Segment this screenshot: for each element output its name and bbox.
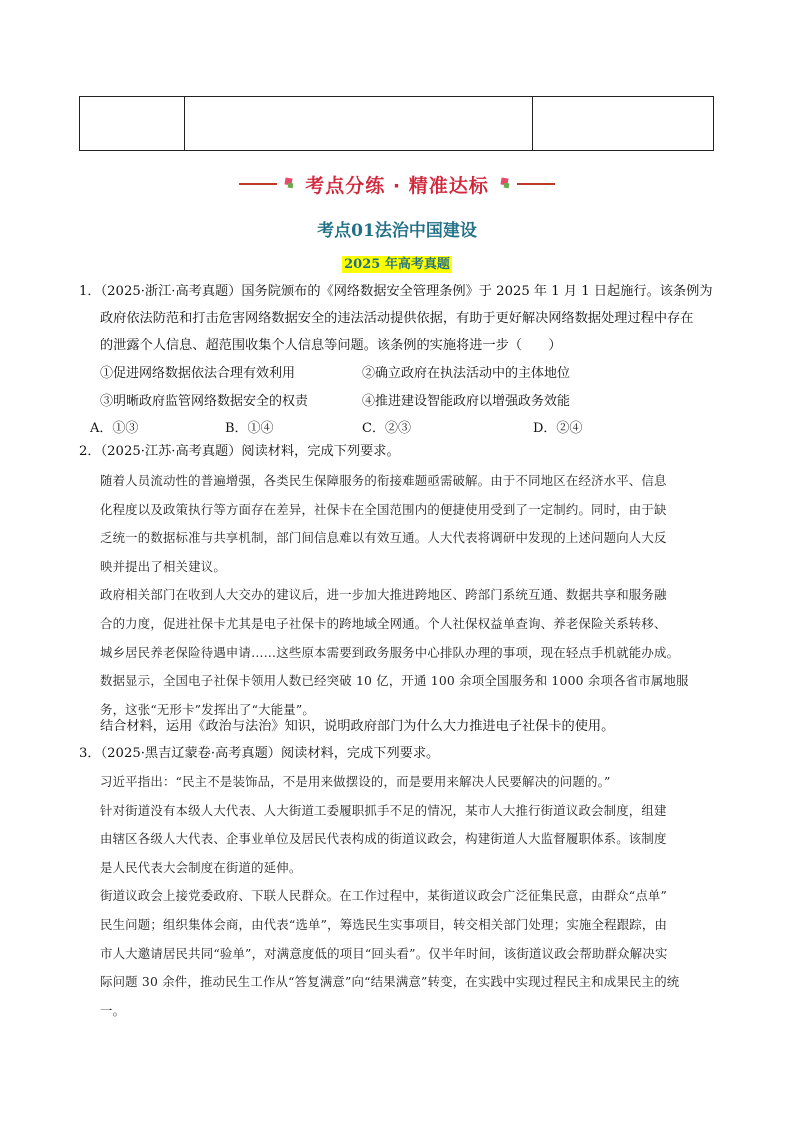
- material-line: 乏统一的数据标准与共享机制，部门间信息难以有效互通。人大代表将调研中发现的上述问题向人大反: [100, 530, 667, 546]
- material-line: 针对街道没有本级人大代表、人大街道工委履职抓手不足的情况，某市人大推行街道议政会制度，组建: [100, 802, 667, 818]
- section-banner: [0, 170, 794, 198]
- question-3-head: [79, 740, 719, 767]
- statement-4: ④推进建设智能政府以增强政务效能: [362, 394, 571, 409]
- banner-ornament-icon: [283, 177, 295, 191]
- material-line: 是人民代表大会制度在街道的延伸。: [100, 859, 302, 875]
- banner-line-right: [517, 183, 555, 185]
- header-table: [79, 96, 714, 151]
- material-line: 一。: [100, 1002, 126, 1018]
- question-1-line: 政府依法防范和打击危害网络数据安全的违法活动提供依据，有助于更好解决网络数据处理过程中存在: [100, 311, 694, 326]
- question-3-title: 3．（2025·黑吉辽蒙卷·高考真题）阅读材料，完成下列要求。: [79, 746, 440, 761]
- question-2-head: [79, 438, 719, 465]
- choice-c: C．②③: [362, 421, 411, 436]
- question-2-material: [100, 467, 720, 724]
- question-2-ask: [100, 713, 740, 740]
- choice-d: D．②④: [533, 421, 583, 436]
- material-line: 市人大邀请居民共同“验单”，对满意度低的项目“回头看”。仅半年时间，该街道议政会帮助群众解决实: [100, 945, 668, 961]
- banner-title: 考点分练 · 精准达标: [305, 174, 489, 197]
- section-subtitle: [0, 253, 794, 272]
- banner-ornament-icon: [499, 177, 511, 191]
- statement-2: ②确立政府在执法活动中的主体地位: [362, 366, 571, 381]
- material-line: 务，这张“无形卡”发挥出了“大能量”。: [100, 701, 315, 717]
- material-line: 民生问题；组织集体会商，由代表“选单”，筹选民生实事项目，转交相关部门处理；实施全程跟踪，由: [100, 916, 668, 932]
- material-line: 街道议政会上接党委政府、下联人民群众。在工作过程中，某街道议政会广泛征集民意，由群众“点单”: [100, 888, 668, 904]
- header-table-cell: [533, 97, 714, 151]
- material-line: 随着人员流动性的普遍增强，各类民生保障服务的衔接难题亟需破解。由于不同地区在经济水平、信息: [100, 473, 667, 488]
- question-2-title: 2．（2025·江苏·高考真题）阅读材料，完成下列要求。: [79, 444, 400, 459]
- question-3-material: [100, 768, 720, 1025]
- question-2-prompt: 结合材料，运用《政治与法治》知识，说明政府部门为什么大力推进电子社保卡的使用。: [100, 719, 615, 734]
- material-line: 由辖区各级人大代表、企事业单位及居民代表构成的街道议政会，构建街道人大监督履职体系。该制度: [100, 831, 667, 847]
- question-1: [79, 278, 719, 359]
- choice-a: A．①③: [90, 421, 139, 436]
- header-table-cell: [185, 97, 533, 151]
- material-line: 习近平指出：“民主不是装饰品，不是用来做摆设的，而是要用来解决人民要解决的问题的。”: [100, 774, 611, 789]
- material-line: 际问题 30 余件，推动民生工作从“答复满意”向“结果满意”转变，在实践中实现过程民主和成果民主的统: [100, 974, 680, 990]
- header-table-cell: [80, 97, 185, 151]
- banner-line-left: [239, 183, 277, 185]
- material-line: 数据显示，全国电子社保卡领用人数已经突破 10 亿，开通 100 余项全国服务和 1000 余项各省市属地服: [100, 673, 689, 689]
- material-line: 化程度以及政策执行等方面存在差异，社保卡在全国范围内的便捷使用受到了一定制约。同时，由于缺: [100, 501, 667, 517]
- material-line: 城乡居民养老保险待遇申请……这些原本需要到政务服务中心排队办理的事项，现在轻点手机就能办成。: [100, 644, 680, 660]
- material-line: 合的力度，促进社保卡尤其是电子社保卡的跨地域全网通。个人社保权益单查询、养老保险关系转移、: [100, 615, 667, 631]
- question-1-line: 的泄露个人信息、超范围收集个人信息等问题。该条例的实施将进一步（ ）: [100, 338, 562, 353]
- material-line: 映并提出了相关建议。: [100, 558, 226, 574]
- choice-b: B．①④: [225, 421, 274, 436]
- material-line: 政府相关部门在收到人大交办的建议后，进一步加大推进跨地区、跨部门系统互通、数据共享和服务融: [100, 587, 667, 603]
- statement-1: ①促进网络数据依法合理有效利用: [100, 366, 296, 381]
- statement-3: ③明晰政府监管网络数据安全的权责: [100, 394, 309, 409]
- question-1-line: 1．（2025·浙江·高考真题）国务院颁布的《网络数据安全管理条例》于 2025 年 1 月 1 日起施行。该条例为: [79, 284, 713, 299]
- section-title: 考点01法治中国建设: [317, 221, 477, 241]
- subtitle-highlight: 2025 年高考真题: [344, 257, 450, 272]
